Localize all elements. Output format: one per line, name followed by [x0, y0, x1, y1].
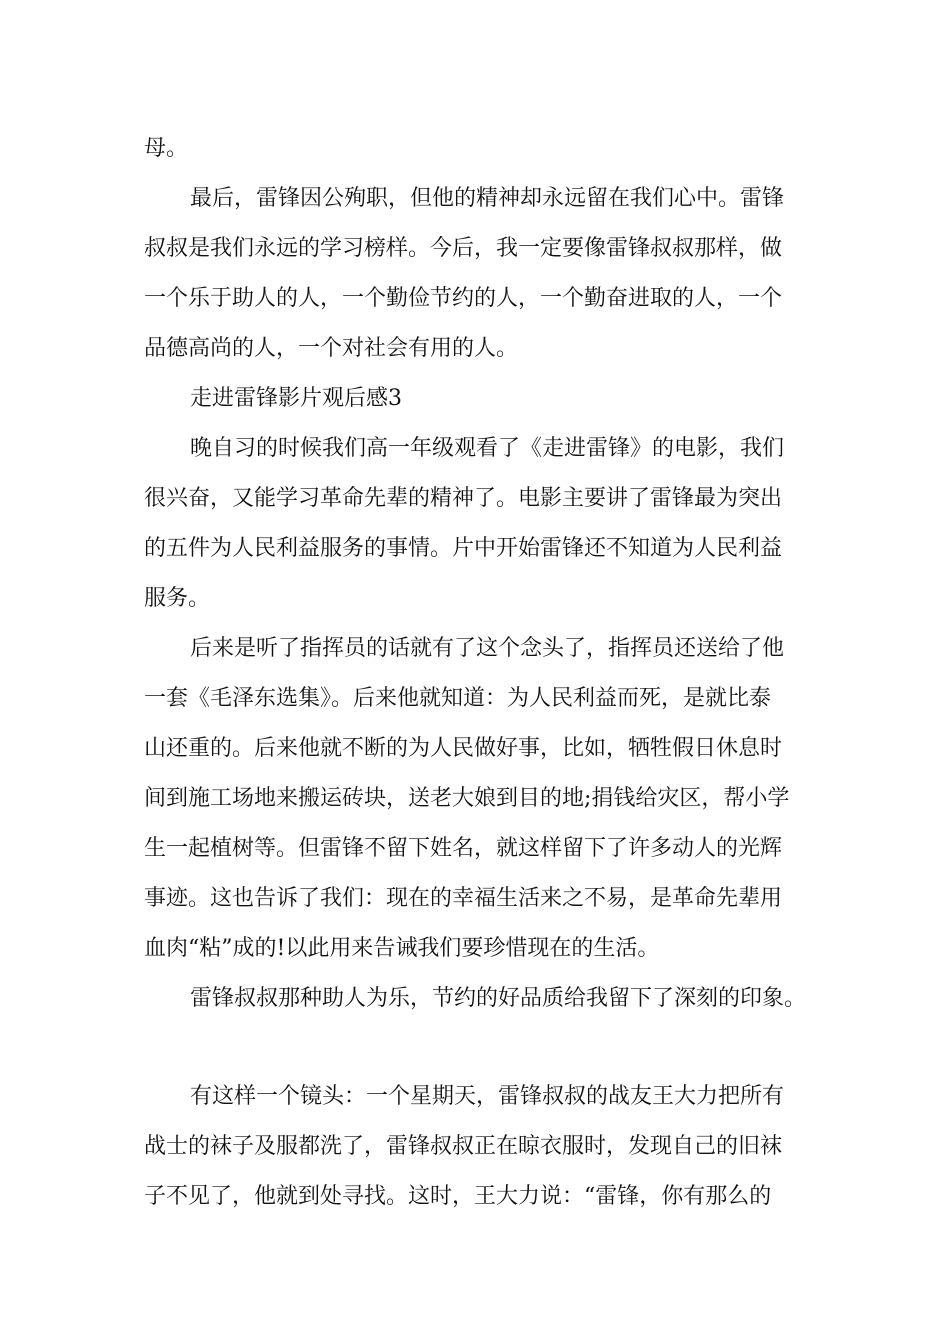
- paragraph-line: 山还重的。后来他就不断的为人民做好事，比如，牺牲假日休息时: [144, 736, 783, 761]
- paragraph-line: 后来是听了指挥员的话就有了这个念头了，指挥员还送给了他: [190, 636, 785, 661]
- paragraph-line: 晚自习的时候我们高一年级观看了《走进雷锋》的电影，我们: [190, 436, 785, 461]
- paragraph-line: 服务。: [144, 586, 211, 611]
- paragraph-line: 有这样一个镜头：一个星期天，雷锋叔叔的战友王大力把所有: [190, 1084, 785, 1109]
- paragraph-line: 叔叔是我们永远的学习榜样。今后，我一定要像雷锋叔叔那样，做: [144, 236, 783, 261]
- paragraph-line: 子不见了，他就到处寻找。这时，王大力说：“雷锋，你有那么的: [144, 1184, 772, 1209]
- paragraph-line: 的五件为人民利益服务的事情。片中开始雷锋还不知道为人民利益: [144, 536, 783, 561]
- paragraph-line: 血肉“粘”成的!以此用来告诫我们要珍惜现在的生活。: [144, 936, 660, 961]
- paragraph-line: 一套《毛泽东选集》。后来他就知道：为人民利益而死，是就比泰: [144, 686, 772, 711]
- paragraph-line: 母。: [144, 136, 189, 161]
- paragraph-line: 战士的袜子及服都洗了，雷锋叔叔正在晾衣服时，发现自己的旧袜: [144, 1134, 783, 1159]
- paragraph-line: 间到施工场地来搬运砖块，送老大娘到目的地;捐钱给灾区，帮小学: [144, 786, 790, 811]
- paragraph-line: 品德高尚的人，一个对社会有用的人。: [144, 336, 519, 361]
- paragraph-line: 雷锋叔叔那种助人为乐，节约的好品质给我留下了深刻的印象。: [190, 986, 807, 1011]
- section-heading: 走进雷锋影片观后感3: [190, 386, 402, 411]
- paragraph-line: 最后，雷锋因公殉职，但他的精神却永远留在我们心中。雷锋: [190, 186, 785, 211]
- paragraph-line: 生一起植树等。但雷锋不留下姓名，就这样留下了许多动人的光辉: [144, 836, 783, 861]
- paragraph-line: 一个乐于助人的人，一个勤俭节约的人，一个勤奋进取的人，一个: [144, 286, 783, 311]
- paragraph-line: 很兴奋，又能学习革命先辈的精神了。电影主要讲了雷锋最为突出: [144, 486, 783, 511]
- paragraph-line: 事迹。这也告诉了我们：现在的幸福生活来之不易，是革命先辈用: [144, 886, 783, 911]
